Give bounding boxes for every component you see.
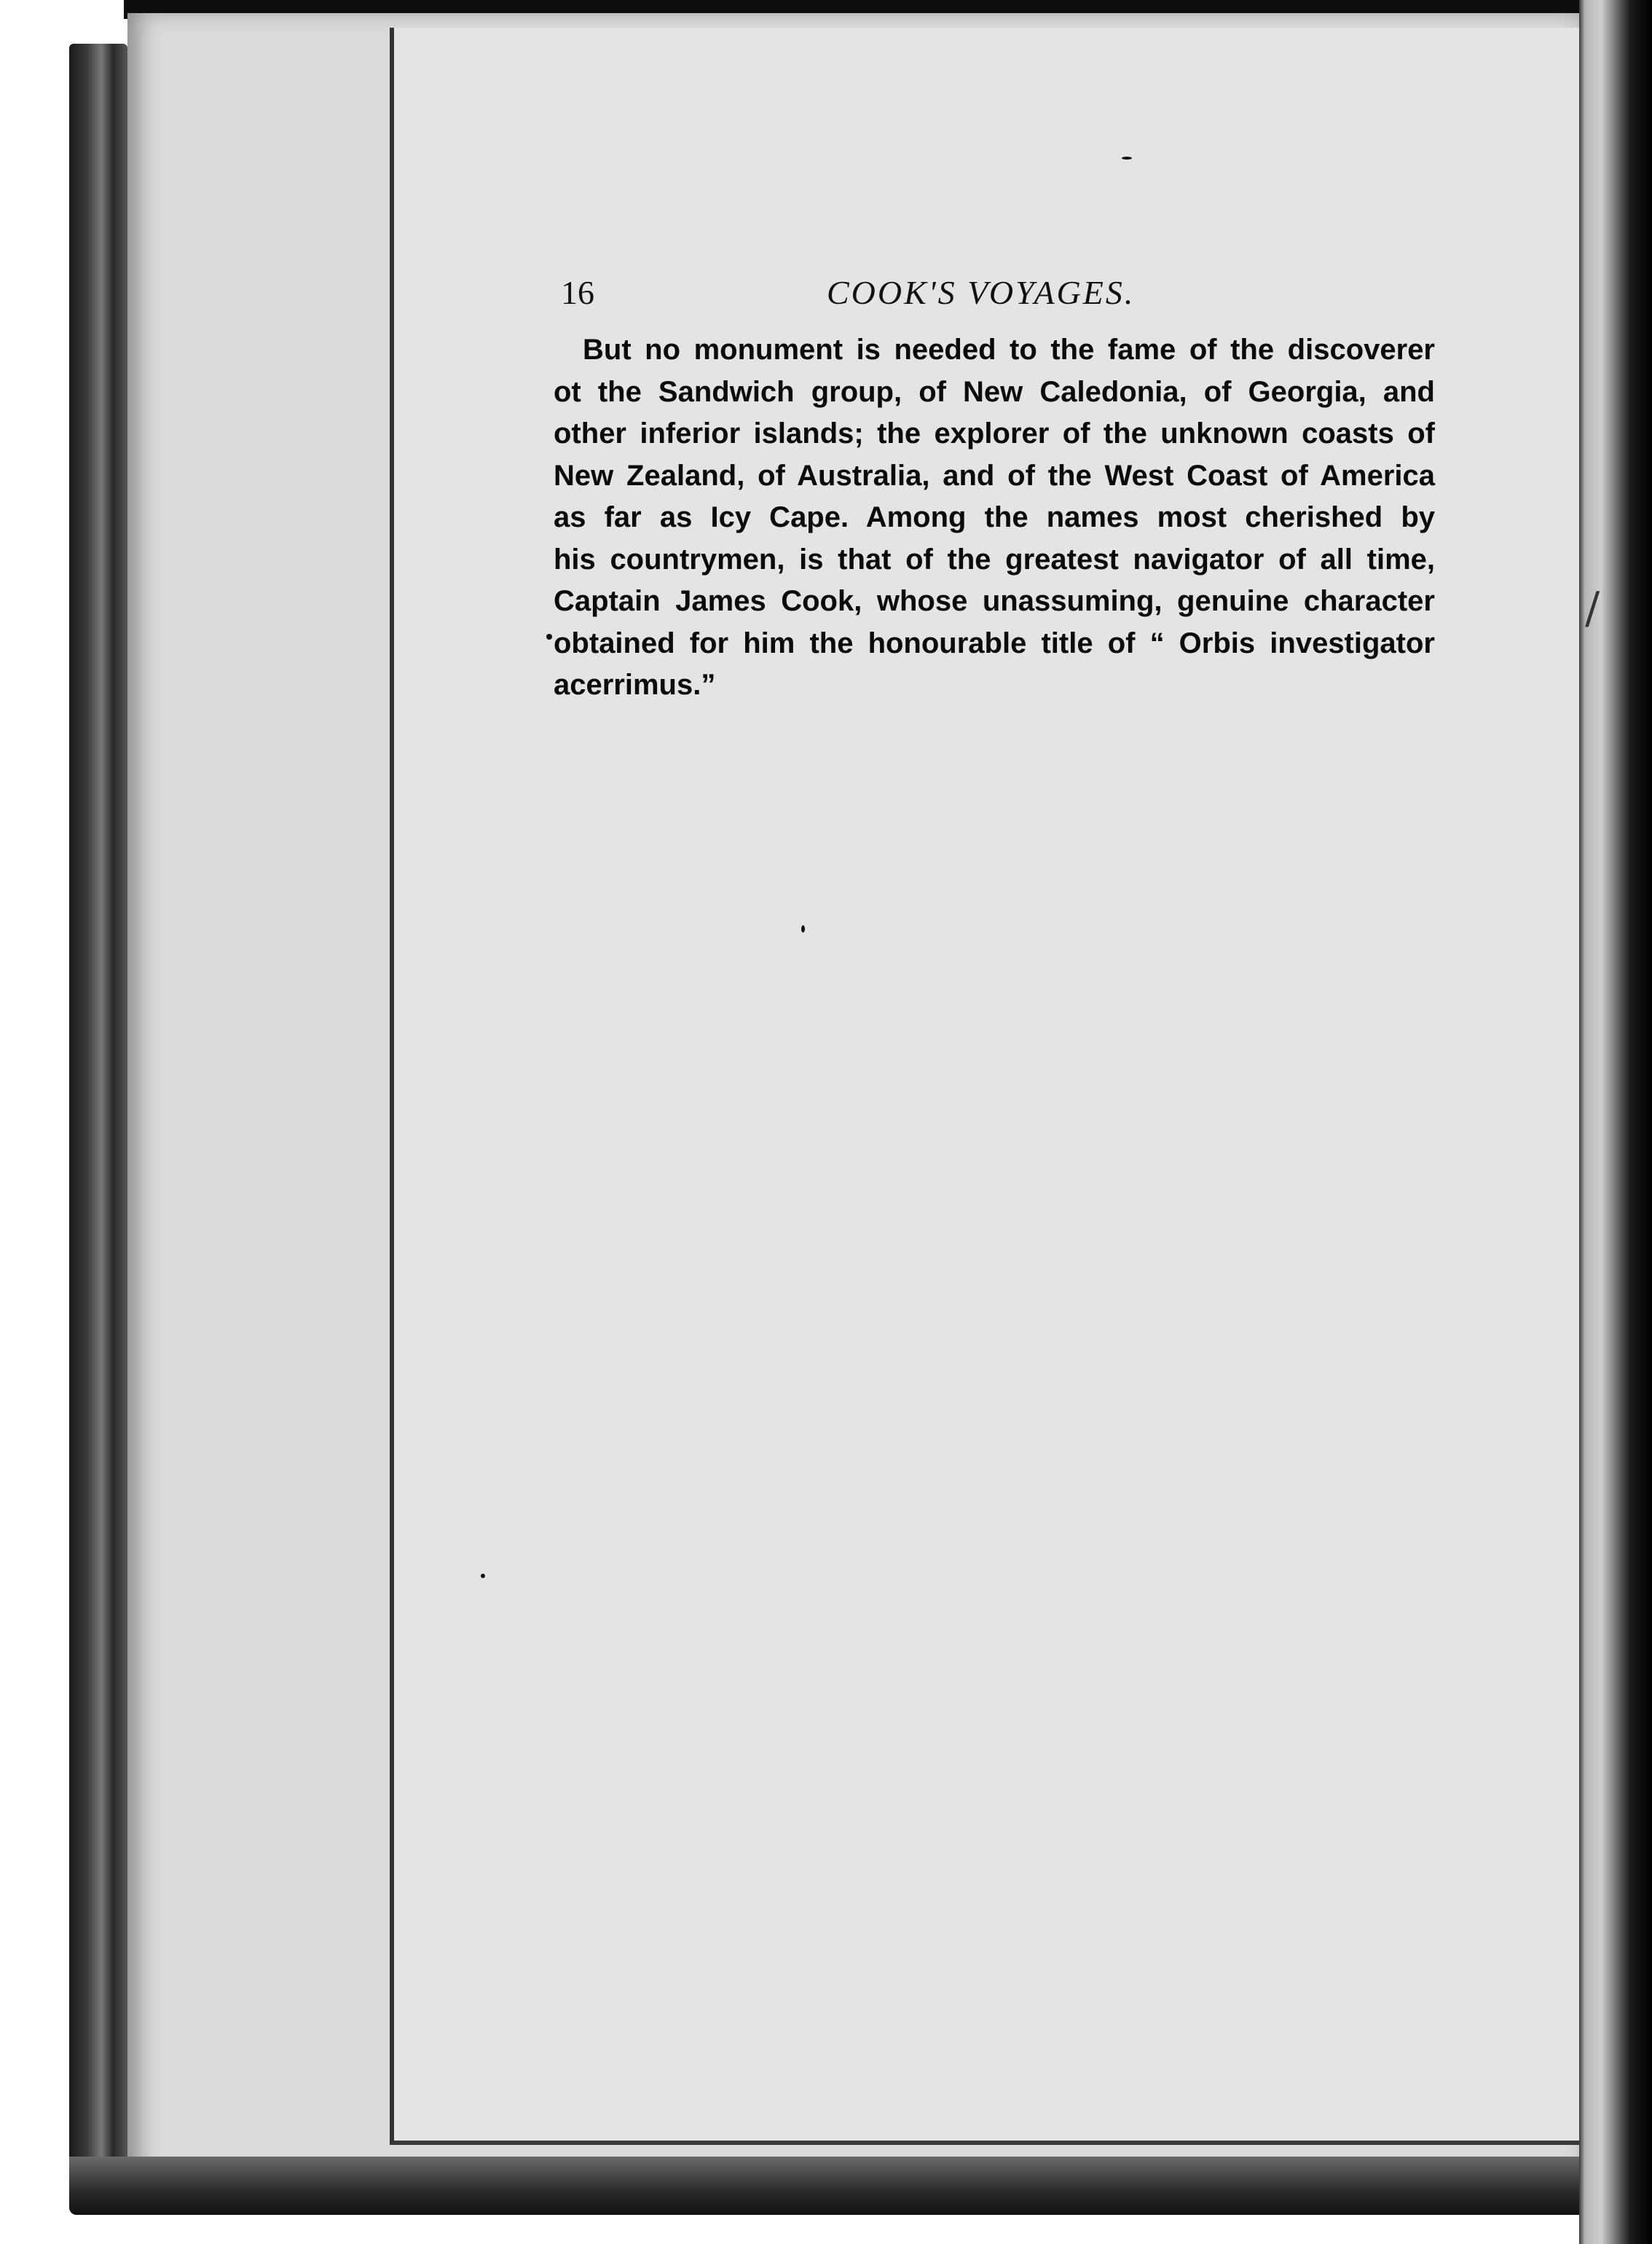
text-line: acerrimus.”	[554, 669, 716, 701]
text-line: ot the Sandwich group, of New Caledonia, of Georgia, and	[554, 375, 1435, 408]
book-spine-edge	[69, 44, 127, 2200]
text-line: Captain James Cook, whose unassuming, genuine character	[554, 585, 1435, 617]
text-line: as far as Icy Cape. Among the names most cherished by	[554, 501, 1435, 533]
running-title: COOK'S VOYAGES.	[827, 274, 1136, 311]
running-head	[561, 273, 1195, 317]
speck	[1122, 157, 1132, 160]
book-cover-bottom-edge	[69, 2157, 1628, 2215]
page-right-edge	[1579, 0, 1652, 2244]
speck	[546, 634, 552, 640]
margin-mark: /	[1585, 583, 1600, 634]
speck	[481, 1574, 485, 1578]
page-number: 16	[561, 274, 594, 311]
text-line: obtained for him the honourable title of “ Orbis investigator	[554, 627, 1435, 659]
text-line: his countrymen, is that of the greatest navigator of all time,	[554, 543, 1435, 576]
text-line: New Zealand, of Australia, and of the West Coast of America	[554, 459, 1435, 492]
text-line: But no monument is needed to the fame of the discoverer	[583, 334, 1435, 366]
text-line: other inferior islands; the explorer of the unknown coasts of	[554, 417, 1435, 450]
speck	[801, 925, 805, 933]
body-paragraph	[554, 329, 1435, 707]
